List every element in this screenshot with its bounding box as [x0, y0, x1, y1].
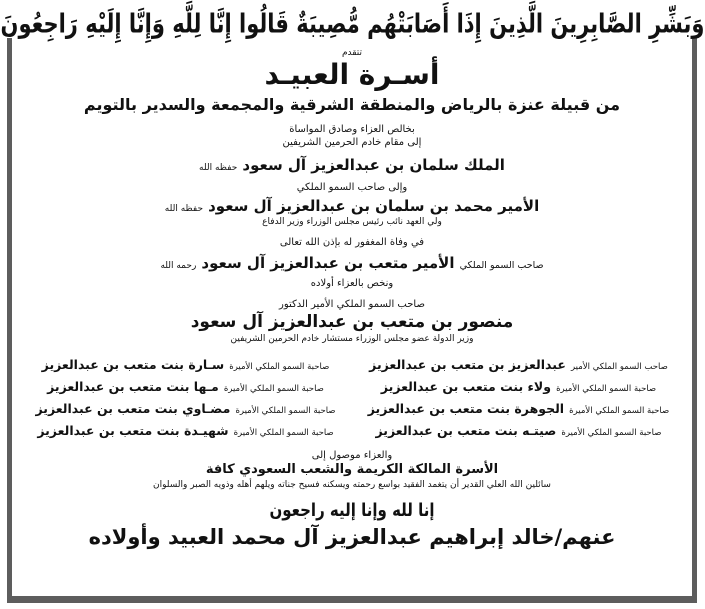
chief-mourner-name: منصور بن متعب بن عبدالعزيز آل سعود: [190, 311, 514, 332]
notice-content: [14, 40, 690, 594]
child-prefix: صاحبة السمو الملكي الأميرة: [233, 427, 334, 438]
crown-prince-honorific: حفظه الله: [164, 203, 204, 214]
king-honorific: حفظه الله: [199, 162, 238, 173]
crown-prince-title: ولي العهد نائب رئيس مجلس الوزراء وزير الدفاع: [262, 216, 442, 227]
child-name: صيتـه بنت متعب بن عبدالعزيز: [375, 422, 557, 438]
chief-mourner-prefix: صاحب السمو الملكي الأمير الدكتور: [279, 299, 425, 311]
child-name: ولاء بنت متعب بن عبدالعزيز: [380, 378, 551, 394]
child-prefix: صاحب السمو الملكي الأمير: [570, 361, 668, 372]
bottom-calligraphy-band: [24, 498, 680, 521]
deceased-lead: في وفاة المغفور له بإذن الله تعالى: [279, 237, 425, 249]
inna-lillah-calligraphy: إنا لله وإنا إليه راجعون: [269, 498, 435, 521]
family-origin: من قبيلة عنزة بالرياض والمنطقة الشرقية والمجمعة والسدير بالتويم: [83, 94, 621, 114]
chief-mourner-title: وزير الدولة عضو مجلس الوزراء مستشار خادم الحرمين الشريفين: [230, 334, 474, 345]
bottom-rule: [7, 596, 697, 603]
deceased-prefix: صاحب السمو الملكي: [459, 259, 544, 271]
crown-prince-prefix: وإلى صاحب السمو الملكي: [296, 182, 408, 194]
extended-condolence-recipients: الأسرة المالكة الكريمة والشعب السعودي كافة: [205, 462, 499, 478]
crown-prince-name: الأمير محمد بن سلمان بن عبدالعزيز آل سعود: [208, 196, 540, 215]
list-item: [357, 420, 680, 440]
prayer-text: سائلين الله العلي القدير أن يتغمد الفقيد بواسع رحمته ويسكنه فسيح جناته ويلهم أهله وذويه الصبر والسلوان: [153, 480, 551, 491]
child-name: شهيـدة بنت متعب بن عبدالعزيز: [37, 422, 229, 438]
child-name: سـارة بنت متعب بن عبدالعزيز: [41, 356, 225, 372]
list-item: [24, 354, 347, 374]
crown-prince-row: [24, 196, 680, 215]
child-prefix: صاحبة السمو الملكي الأميرة: [561, 427, 662, 438]
deceased-name: الأمير متعب بن عبدالعزيز آل سعود: [201, 253, 455, 272]
child-prefix: صاحبة السمو الملكي الأميرة: [223, 383, 324, 394]
child-prefix: صاحبة السمو الملكي الأميرة: [556, 383, 657, 394]
family-name: أسـرة العبيـد: [264, 58, 440, 92]
quran-verse-calligraphy: وَبَشِّرِ الصَّابِرِينَ الَّذِينَ إِذَا أَصَابَتْهُم مُّصِيبَةٌ قَالُوا إِنَّا لِلَّهِ وَإِنَّا إِلَيْهِ رَاجِعُونَ: [0, 8, 705, 39]
presents-label: تتقدم: [341, 48, 363, 58]
king-name: الملك سلمان بن عبدالعزيز آل سعود: [242, 155, 505, 174]
child-prefix: صاحبة السمو الملكي الأميرة: [569, 405, 670, 416]
deceased-honorific: رحمه الله: [160, 260, 197, 271]
child-name: مضـاوي بنت متعب بن عبدالعزيز: [35, 400, 231, 416]
list-item: [24, 420, 347, 440]
extended-condolence-lead: والعزاء موصول إلى: [311, 449, 393, 461]
child-name: مـها بنت متعب بن عبدالعزيز: [47, 378, 219, 394]
sons-note: ونخص بالعزاء أولاده: [310, 277, 394, 289]
child-name: عبدالعزيز بن متعب بن عبدالعزيز: [369, 356, 566, 372]
king-row: [24, 155, 680, 174]
signature-line: عنهم/خالد إبراهيم عبدالعزيز آل محمد العبيد وأولاده: [88, 524, 616, 549]
condolence-line-1: بخالص العزاء وصادق المواساة: [289, 123, 415, 135]
top-calligraphy-band: [0, 0, 705, 48]
children-list: [24, 354, 680, 440]
list-item: [24, 376, 347, 396]
list-item: [357, 398, 680, 418]
list-item: [357, 376, 680, 396]
list-item: [24, 398, 347, 418]
child-prefix: صاحبة السمو الملكي الأميرة: [229, 361, 330, 372]
child-prefix: صاحبة السمو الملكي الأميرة: [235, 405, 336, 416]
list-item: [357, 354, 680, 374]
condolence-line-2: إلى مقام خادم الحرمين الشريفين: [282, 137, 422, 149]
child-name: الجوهرة بنت متعب بن عبدالعزيز: [367, 400, 565, 416]
deceased-row: [24, 253, 680, 272]
